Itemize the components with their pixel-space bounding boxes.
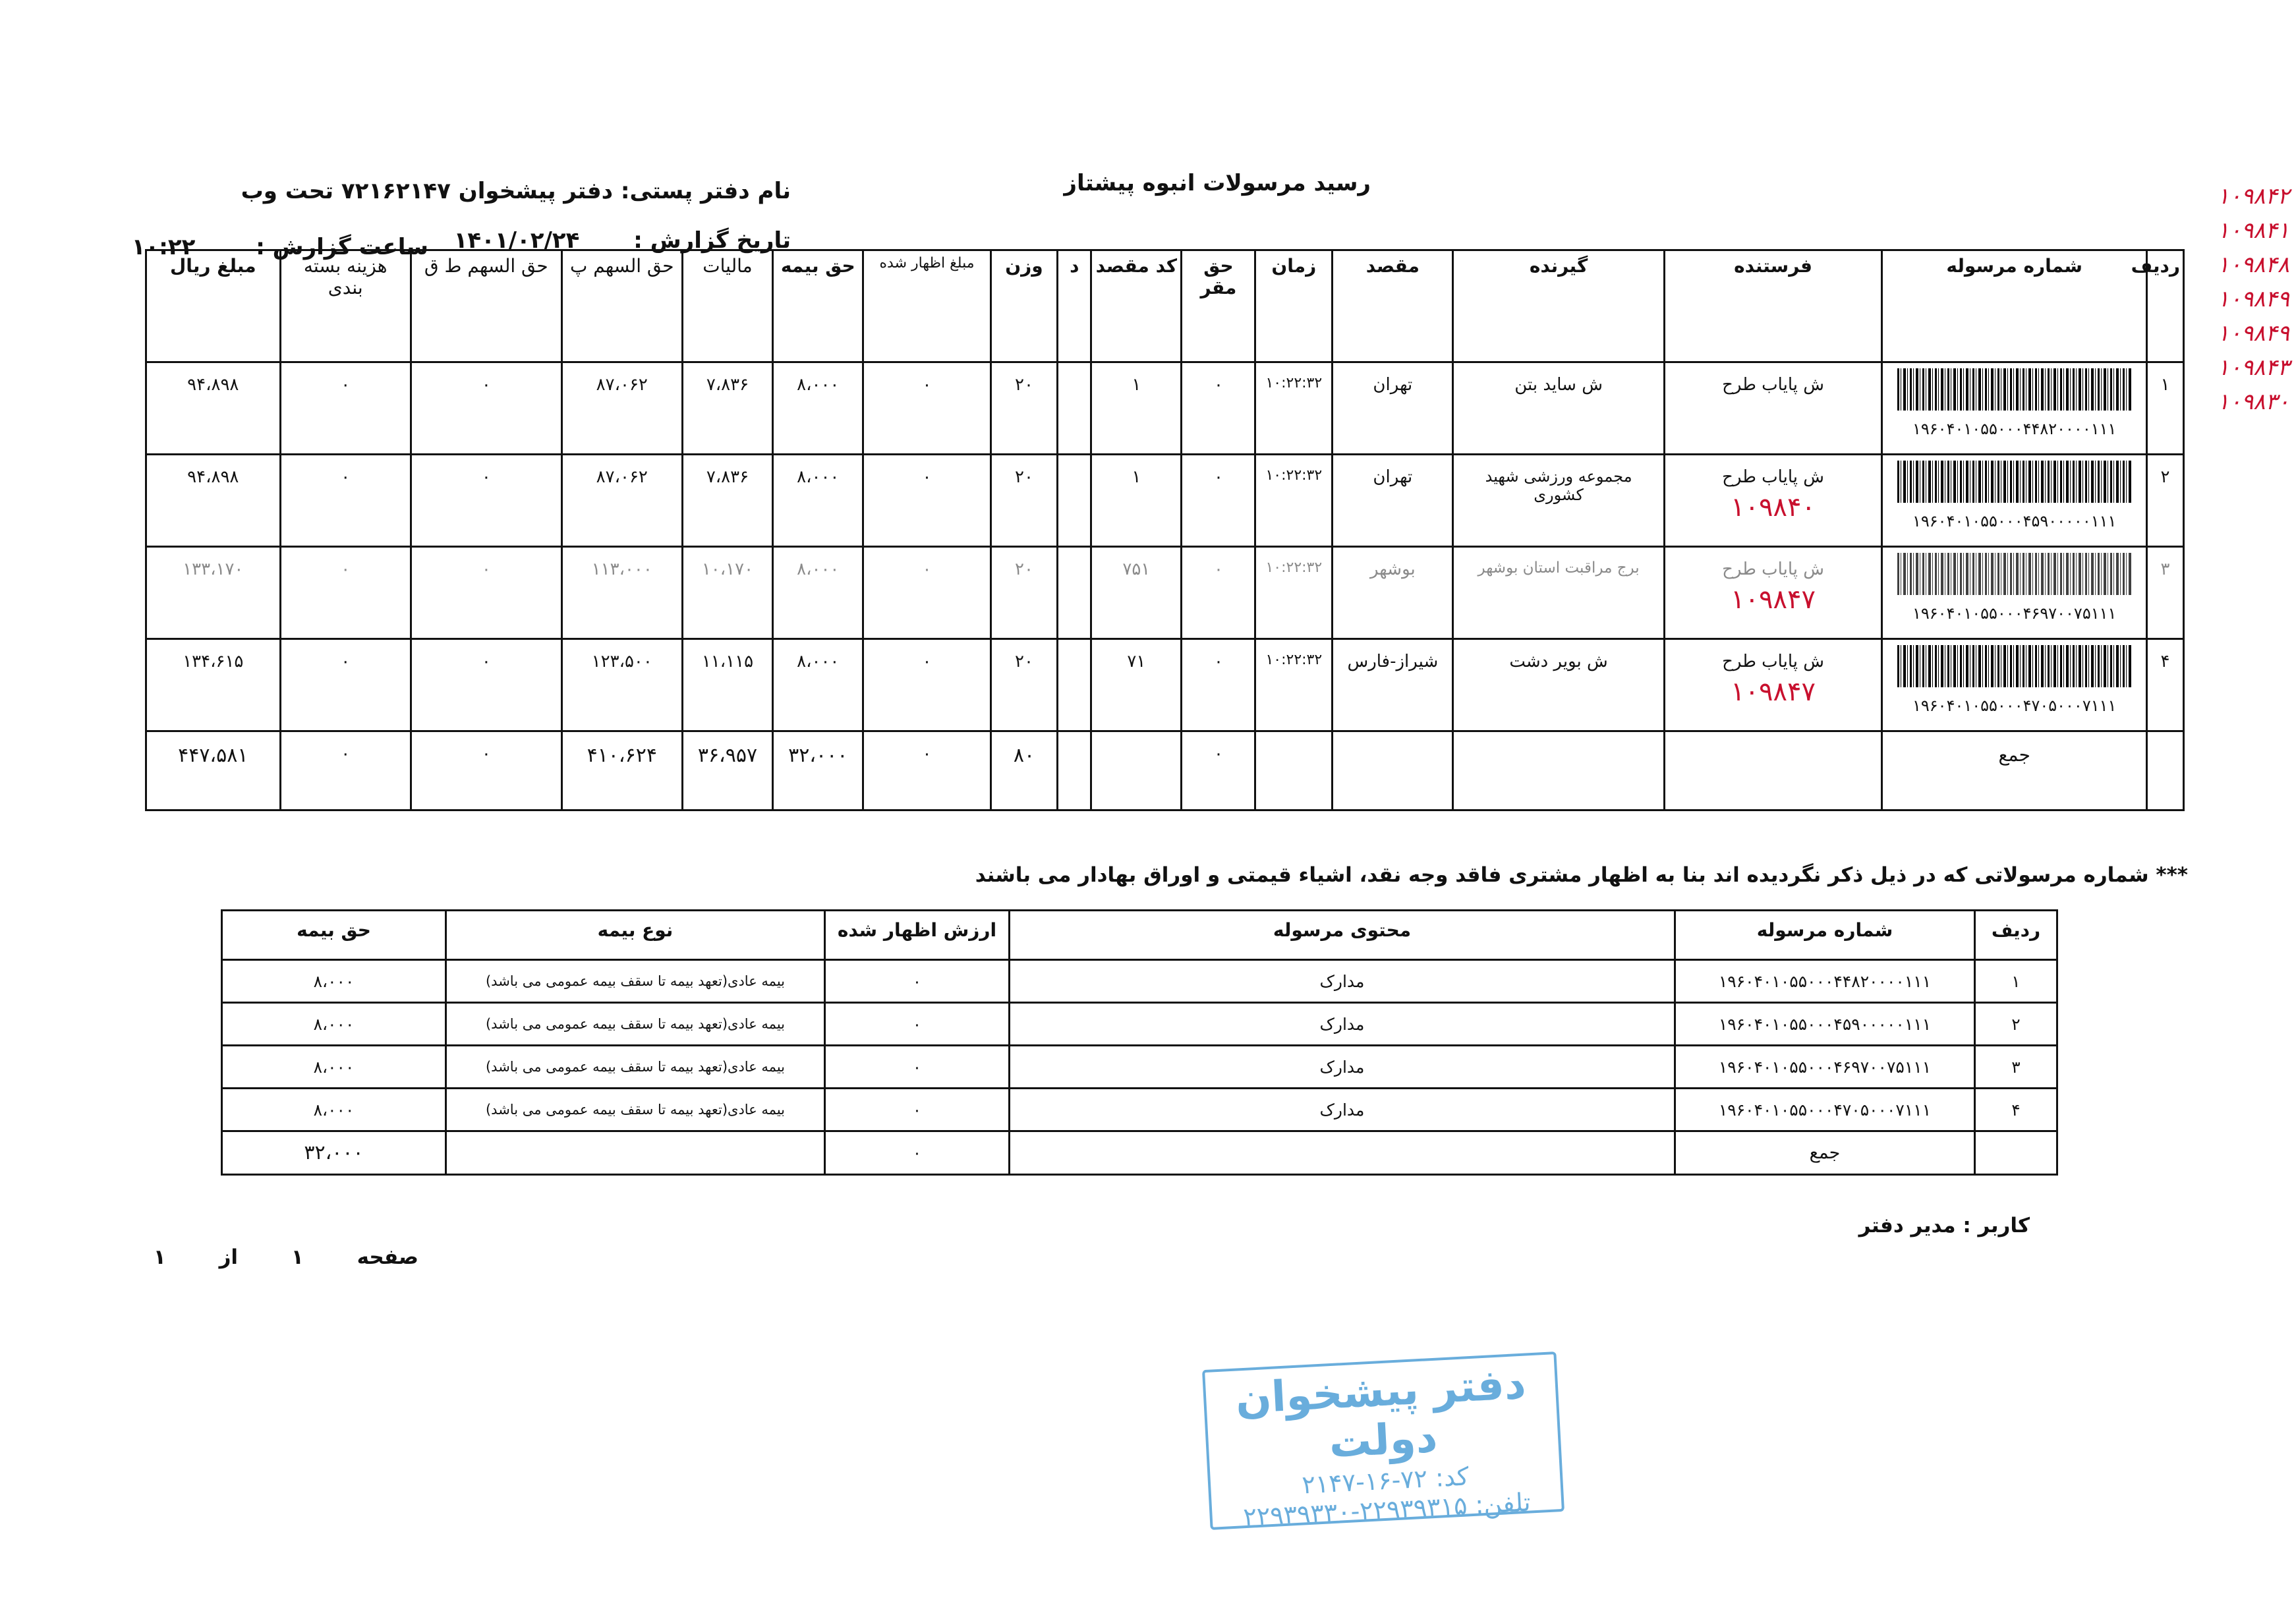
cell-insurance-fee: ۸،۰۰۰ [222, 1046, 446, 1089]
total-share-tq: ۰ [411, 731, 561, 810]
handwritten-side-note: ۱۰۹۸۳۰ [2217, 389, 2289, 415]
page-label: صفحه [357, 1245, 418, 1269]
handwritten-side-note: ۱۰۹۸۴۲ [2217, 183, 2289, 210]
col-share-tq: حق السهم ط ق [411, 250, 561, 362]
col-tax: مالیات [682, 250, 772, 362]
table-row [146, 455, 2184, 547]
cell-declared-value: ۰ [825, 1003, 1010, 1046]
col-base-fee: حق مقر [1182, 250, 1255, 362]
cell-amount: ۱۳۴،۶۱۵ [146, 639, 281, 731]
cell-insurance: ۸،۰۰۰ [773, 639, 863, 731]
barcode-image [1897, 553, 2132, 595]
cell-base-fee: ۰ [1182, 362, 1255, 455]
page-total: ۱ [153, 1245, 166, 1269]
table-header-row [146, 250, 2184, 362]
cell-radif: ۴ [2147, 639, 2184, 731]
sender-name: ش پایاب طرح [1722, 559, 1824, 579]
total-declared: ۰ [863, 731, 990, 810]
cell-tracking [1882, 362, 2147, 455]
cell-declared: ۰ [863, 455, 990, 547]
cell-declared-value: ۰ [825, 1046, 1010, 1089]
cell-empty [1333, 731, 1453, 810]
table-row [146, 639, 2184, 731]
cell-share-p: ۸۷،۰۶۲ [561, 362, 682, 455]
cell-weight: ۲۰ [990, 362, 1058, 455]
col-declared: مبلغ اظهار شده [863, 250, 990, 362]
table-row [146, 362, 2184, 455]
cell-content: مدارک [1010, 1089, 1675, 1131]
cell-amount: ۱۳۳،۱۷۰ [146, 547, 281, 639]
cell-share-p: ۸۷،۰۶۲ [561, 455, 682, 547]
cell-dest-code: ۷۱ [1091, 639, 1182, 731]
cell-sender [1664, 455, 1882, 547]
handwritten-note: ۱۰۹۸۴۷ [1731, 584, 1816, 615]
tracking-number: ۱۹۶۰۴۰۱۰۵۵۰۰۰۴۴۸۲۰۰۰۰۱۱۱ [1912, 420, 2117, 438]
cell-receiver: برج مراقبت استان بوشهر [1453, 547, 1664, 639]
stamp-line-1: دفتر پیشخوان دولت [1234, 1359, 1528, 1468]
cell-time: ۱۰:۲۲:۳۲ [1255, 547, 1333, 639]
col-packing: هزینه بسته بندی [280, 250, 411, 362]
barcode-image [1897, 368, 2132, 411]
cell-dest-code: ۱ [1091, 362, 1182, 455]
cell-radif: ۳ [2147, 547, 2184, 639]
cell-share-tq: ۰ [411, 362, 561, 455]
handwritten-side-note: ۱۰۹۸۴۹ [2217, 286, 2289, 312]
cell-packing: ۰ [280, 362, 411, 455]
cell-receiver: مجموعه ورزشی شهید کشوری [1453, 455, 1664, 547]
cell-share-tq: ۰ [411, 639, 561, 731]
cell-tracking: ۱۹۶۰۴۰۱۰۵۵۰۰۰۴۴۸۲۰۰۰۰۱۱۱ [1675, 960, 1975, 1003]
notice-text: *** شماره مرسولاتی که در ذیل ذکر نگردیده اند بنا به اظهار مشتری فاقد وجه نقد، اشیاء قیمتی و اوراق بهادار می باشند [975, 863, 2188, 887]
page-indicator [153, 1245, 418, 1269]
total-label: جمع [1882, 731, 2147, 810]
cell-tracking [1882, 455, 2147, 547]
cell-sender: ش پایاب طرح [1664, 362, 1882, 455]
cell-dest-code: ۷۵۱ [1091, 547, 1182, 639]
report-time-label: ساعت گزارش : [256, 234, 428, 260]
cell-empty [446, 1131, 825, 1175]
cell-insurance-fee: ۸،۰۰۰ [222, 1089, 446, 1131]
cell-tax: ۷،۸۳۶ [682, 455, 772, 547]
cell-declared-value: ۰ [825, 1089, 1010, 1131]
col-destination: مقصد [1333, 250, 1453, 362]
tracking-number: ۱۹۶۰۴۰۱۰۵۵۰۰۰۴۶۹۷۰۰۷۵۱۱۱ [1912, 604, 2117, 623]
handwritten-note: ۱۰۹۸۴۷ [1731, 677, 1816, 707]
cell-packing: ۰ [280, 639, 411, 731]
barcode-image [1897, 645, 2132, 687]
cell-time: ۱۰:۲۲:۳۲ [1255, 639, 1333, 731]
table-row [222, 1046, 2057, 1089]
total-packing: ۰ [280, 731, 411, 810]
total-insurance: ۳۲،۰۰۰ [773, 731, 863, 810]
cell-share-p: ۱۱۳،۰۰۰ [561, 547, 682, 639]
cell-tracking [1882, 639, 2147, 731]
cell-time: ۱۰:۲۲:۳۲ [1255, 362, 1333, 455]
cell-packing: ۰ [280, 455, 411, 547]
col-insurance-fee: حق بیمه [222, 911, 446, 960]
handwritten-note: ۱۰۹۸۴۰ [1731, 492, 1816, 523]
cell-weight: ۲۰ [990, 455, 1058, 547]
cell-base-fee: ۰ [1182, 547, 1255, 639]
col-tracking: شماره مرسوله [1675, 911, 1975, 960]
cell-insurance: ۸،۰۰۰ [773, 455, 863, 547]
cell-insurance-fee: ۸،۰۰۰ [222, 960, 446, 1003]
handwritten-side-note: ۱۰۹۸۴۳ [2217, 355, 2289, 381]
col-share-p: حق السهم پ [561, 250, 682, 362]
col-radif: ردیف [2147, 250, 2184, 362]
cell-declared: ۰ [863, 639, 990, 731]
col-weight: وزن [990, 250, 1058, 362]
cell-weight: ۲۰ [990, 547, 1058, 639]
cell-radif: ۴ [1975, 1089, 2057, 1131]
cell-empty [1453, 731, 1664, 810]
cell-sender [1664, 547, 1882, 639]
cell-receiver: ش ساید بتن [1453, 362, 1664, 455]
cell-insurance-type: بیمه عادی(تعهد بیمه تا سقف بیمه عمومی می باشد) [446, 1003, 825, 1046]
stamp-line-2: کد: ۷۲-۱۶-۲۱۴۷ [1301, 1462, 1470, 1500]
barcode-image [1897, 461, 2132, 503]
total-label: جمع [1675, 1131, 1975, 1175]
cell-d [1058, 455, 1091, 547]
col-time: زمان [1255, 250, 1333, 362]
cell-empty [1664, 731, 1882, 810]
cell-empty [1975, 1131, 2057, 1175]
totals-row [146, 731, 2184, 810]
total-weight: ۸۰ [990, 731, 1058, 810]
table-row [222, 1003, 2057, 1046]
total-insurance-fee: ۳۲،۰۰۰ [222, 1131, 446, 1175]
office-name-label: نام دفتر پستی: [620, 178, 791, 204]
cell-insurance: ۸،۰۰۰ [773, 547, 863, 639]
cell-empty [1091, 731, 1182, 810]
cell-destination: تهران [1333, 362, 1453, 455]
col-dest-code: کد مقصد [1091, 250, 1182, 362]
cell-time: ۱۰:۲۲:۳۲ [1255, 455, 1333, 547]
col-declared-value: ارزش اظهار شده [825, 911, 1010, 960]
cell-share-tq: ۰ [411, 547, 561, 639]
cell-insurance: ۸،۰۰۰ [773, 362, 863, 455]
total-tax: ۳۶،۹۵۷ [682, 731, 772, 810]
cell-weight: ۲۰ [990, 639, 1058, 731]
cell-tax: ۷،۸۳۶ [682, 362, 772, 455]
cell-insurance-type: بیمه عادی(تعهد بیمه تا سقف بیمه عمومی می باشد) [446, 1046, 825, 1089]
col-radif: ردیف [1975, 911, 2057, 960]
cell-radif: ۲ [1975, 1003, 2057, 1046]
cell-declared: ۰ [863, 547, 990, 639]
cell-base-fee: ۰ [1182, 455, 1255, 547]
col-tracking: شماره مرسوله [1882, 250, 2147, 362]
cell-empty [2147, 731, 2184, 810]
tracking-number: ۱۹۶۰۴۰۱۰۵۵۰۰۰۴۷۰۵۰۰۰۷۱۱۱ [1912, 696, 2117, 715]
table-row [222, 960, 2057, 1003]
cell-tracking [1882, 547, 2147, 639]
cell-d [1058, 547, 1091, 639]
col-insurance: حق بیمه [773, 250, 863, 362]
col-amount: مبلغ ریال [146, 250, 281, 362]
table-row [146, 547, 2184, 639]
report-date-label: تاریخ گزارش : [633, 227, 791, 254]
page-of: از [219, 1245, 239, 1269]
total-declared: ۰ [825, 1131, 1010, 1175]
office-stamp [1202, 1351, 1564, 1530]
page-title: رسید مرسولات انبوه پیشتاز [1064, 170, 1371, 196]
tracking-number: ۱۹۶۰۴۰۱۰۵۵۰۰۰۴۵۹۰۰۰۰۰۱۱۱ [1912, 512, 2117, 530]
handwritten-side-note: ۱۰۹۸۴۱ [2217, 217, 2289, 244]
cell-sender [1664, 639, 1882, 731]
insurance-table [221, 909, 2058, 1176]
col-insurance-type: نوع بیمه [446, 911, 825, 960]
cell-radif: ۳ [1975, 1046, 2057, 1089]
cell-content: مدارک [1010, 1003, 1675, 1046]
cell-declared: ۰ [863, 362, 990, 455]
col-sender: فرستنده [1664, 250, 1882, 362]
cell-d [1058, 639, 1091, 731]
cell-empty [1255, 731, 1333, 810]
stamp-line-3: تلفن: ۲۲۹۳۹۳۱۵-۲۲۹۳۹۳۳۰ [1242, 1487, 1532, 1532]
cell-amount: ۹۴،۸۹۸ [146, 362, 281, 455]
col-d: د [1058, 250, 1091, 362]
cell-tax: ۱۱،۱۱۵ [682, 639, 772, 731]
total-base-fee: ۰ [1182, 731, 1255, 810]
user-row [1819, 1214, 2030, 1237]
cell-insurance-type: بیمه عادی(تعهد بیمه تا سقف بیمه عمومی می باشد) [446, 1089, 825, 1131]
cell-radif: ۲ [2147, 455, 2184, 547]
cell-insurance-fee: ۸،۰۰۰ [222, 1003, 446, 1046]
table-row [222, 1089, 2057, 1131]
cell-radif: ۱ [2147, 362, 2184, 455]
report-date: ۱۴۰۱/۰۲/۲۴ [453, 227, 580, 254]
cell-tracking: ۱۹۶۰۴۰۱۰۵۵۰۰۰۴۶۹۷۰۰۷۵۱۱۱ [1675, 1046, 1975, 1089]
report-time: ۱۰:۲۲ [131, 234, 196, 260]
totals-row [222, 1131, 2057, 1175]
cell-content: مدارک [1010, 1046, 1675, 1089]
cell-declared-value: ۰ [825, 960, 1010, 1003]
office-name-row [241, 178, 791, 204]
cell-tracking: ۱۹۶۰۴۰۱۰۵۵۰۰۰۴۷۰۵۰۰۰۷۱۱۱ [1675, 1089, 1975, 1131]
page-current: ۱ [291, 1245, 304, 1269]
cell-receiver: ش بویر دشت [1453, 639, 1664, 731]
cell-dest-code: ۱ [1091, 455, 1182, 547]
cell-tax: ۱۰،۱۷۰ [682, 547, 772, 639]
cell-share-tq: ۰ [411, 455, 561, 547]
cell-destination: بوشهر [1333, 547, 1453, 639]
total-amount: ۴۴۷،۵۸۱ [146, 731, 281, 810]
cell-destination: تهران [1333, 455, 1453, 547]
user-name: مدیر دفتر [1858, 1214, 1956, 1237]
sender-name: ش پایاب طرح [1722, 467, 1824, 487]
cell-packing: ۰ [280, 547, 411, 639]
cell-destination: شیراز-فارس [1333, 639, 1453, 731]
col-content: محتوی مرسوله [1010, 911, 1675, 960]
cell-tracking: ۱۹۶۰۴۰۱۰۵۵۰۰۰۴۵۹۰۰۰۰۰۱۱۱ [1675, 1003, 1975, 1046]
cell-empty [1010, 1131, 1675, 1175]
handwritten-side-note: ۱۰۹۸۴۹ [2217, 320, 2289, 347]
table-header-row [222, 911, 2057, 960]
cell-radif: ۱ [1975, 960, 2057, 1003]
cell-share-p: ۱۲۳،۵۰۰ [561, 639, 682, 731]
total-share-p: ۴۱۰،۶۲۴ [561, 731, 682, 810]
cell-content: مدارک [1010, 960, 1675, 1003]
user-label: کاربر : [1963, 1214, 2030, 1237]
col-receiver: گیرنده [1453, 250, 1664, 362]
handwritten-side-note: ۱۰۹۸۴۸ [2217, 252, 2289, 278]
cell-amount: ۹۴،۸۹۸ [146, 455, 281, 547]
cell-base-fee: ۰ [1182, 639, 1255, 731]
shipments-table [145, 249, 2185, 811]
cell-empty [1058, 731, 1091, 810]
cell-insurance-type: بیمه عادی(تعهد بیمه تا سقف بیمه عمومی می باشد) [446, 960, 825, 1003]
cell-d [1058, 362, 1091, 455]
sender-name: ش پایاب طرح [1722, 652, 1824, 671]
office-name: دفتر پیشخوان ۷۲۱۶۲۱۴۷ تحت وب [241, 178, 614, 204]
